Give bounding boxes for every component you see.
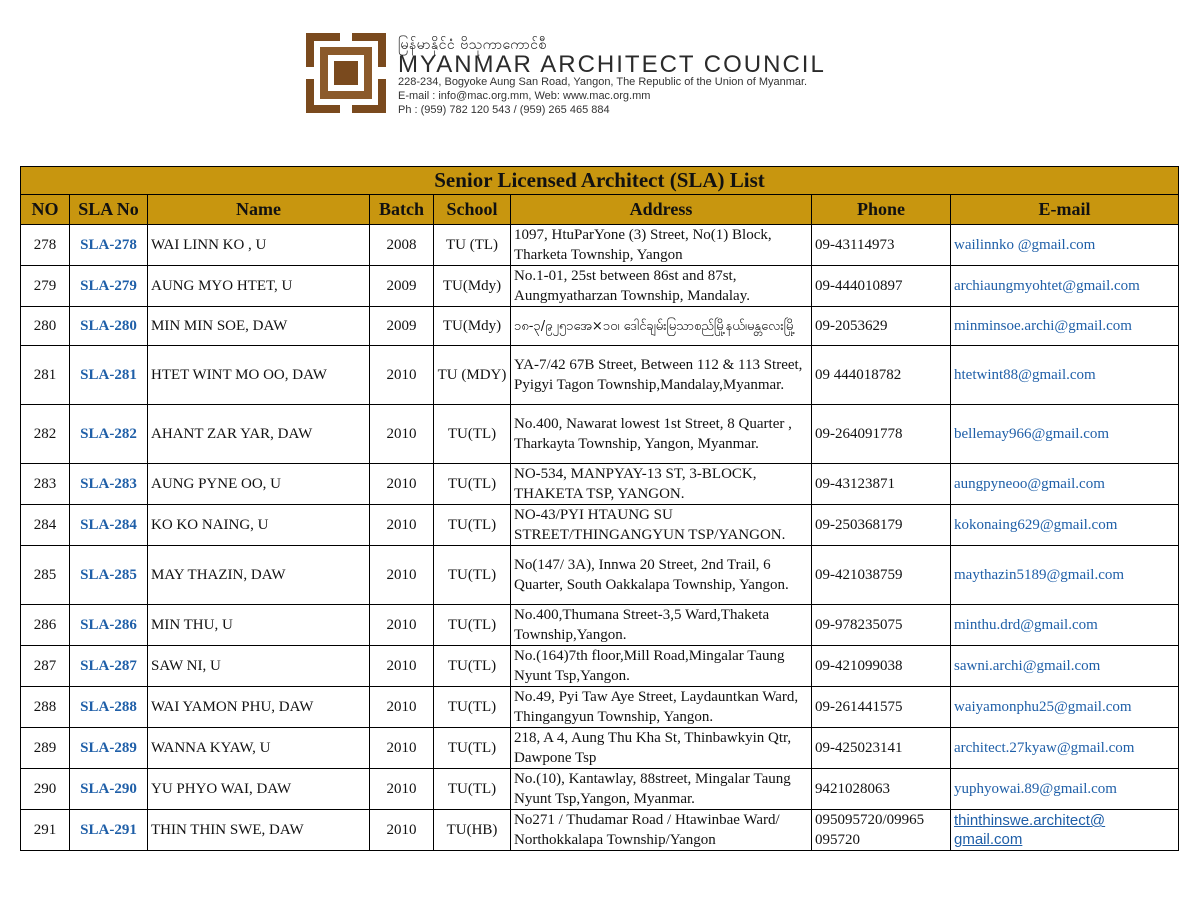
cell-no: 290 [21,769,70,810]
cell-sla-no: SLA-281 [70,346,148,405]
cell-batch: 2008 [370,225,434,266]
cell-phone: 09-43114973 [812,225,951,266]
cell-sla-no: SLA-278 [70,225,148,266]
cell-no: 282 [21,405,70,464]
cell-email[interactable]: minthu.drd@gmail.com [951,605,1179,646]
cell-phone: 09 444018782 [812,346,951,405]
cell-address: No.400,Thumana Street-3,5 Ward,Thaketa Township,Yangon. [511,605,812,646]
cell-no: 279 [21,266,70,307]
cell-sla-no: SLA-285 [70,546,148,605]
council-logo-icon [306,33,386,113]
cell-batch: 2010 [370,605,434,646]
cell-email[interactable]: architect.27kyaw@gmail.com [951,728,1179,769]
org-name: MYANMAR ARCHITECT COUNCIL [398,51,826,78]
cell-address: NO-43/PYI HTAUNG SU STREET/THINGANGYUN TSP/YANGON. [511,505,812,546]
cell-address: No.400, Nawarat lowest 1st Street, 8 Quarter , Tharkayta Township, Yangon, Myanmar. [511,405,812,464]
cell-batch: 2010 [370,687,434,728]
cell-sla-no: SLA-286 [70,605,148,646]
cell-school: TU (TL) [434,225,511,266]
cell-phone: 09-43123871 [812,464,951,505]
cell-phone: 9421028063 [812,769,951,810]
cell-school: TU(TL) [434,464,511,505]
cell-batch: 2010 [370,769,434,810]
cell-phone: 09-978235075 [812,605,951,646]
cell-email[interactable]: yuphyowai.89@gmail.com [951,769,1179,810]
cell-phone: 09-421099038 [812,646,951,687]
table-row [21,728,1179,769]
org-contact: E-mail : info@mac.org.mm, Web: www.mac.org.mm [398,90,651,102]
cell-name: AUNG PYNE OO, U [148,464,370,505]
cell-address: No.(10), Kantawlay, 88street, Mingalar Taung Nyunt Tsp,Yangon, Myanmar. [511,769,812,810]
cell-address: NO-534, MANPYAY-13 ST, 3-BLOCK, THAKETA TSP, YANGON. [511,464,812,505]
header-school: School [434,195,511,225]
cell-address: No271 / Thudamar Road / Htawinbae Ward/ Northokkalapa Township/Yangon [511,810,812,851]
cell-name: WAI YAMON PHU, DAW [148,687,370,728]
cell-no: 280 [21,307,70,346]
cell-email[interactable]: wailinnko @gmail.com [951,225,1179,266]
letterhead [306,33,906,123]
cell-email[interactable]: sawni.archi@gmail.com [951,646,1179,687]
cell-email[interactable]: minminsoe.archi@gmail.com [951,307,1179,346]
cell-name: HTET WINT MO OO, DAW [148,346,370,405]
table-row [21,646,1179,687]
cell-phone: 09-250368179 [812,505,951,546]
cell-name: THIN THIN SWE, DAW [148,810,370,851]
header-sla-no: SLA No [70,195,148,225]
cell-email-link[interactable]: thinthinswe.architect@ gmail.com [951,810,1179,851]
header-no: NO [21,195,70,225]
cell-address: 1097, HtuParYone (3) Street, No(1) Block, Tharketa Township, Yangon [511,225,812,266]
cell-batch: 2010 [370,646,434,687]
cell-sla-no: SLA-283 [70,464,148,505]
table-row [21,225,1179,266]
cell-phone: 09-444010897 [812,266,951,307]
cell-phone: 09-264091778 [812,405,951,464]
cell-batch: 2010 [370,505,434,546]
table-row [21,546,1179,605]
cell-sla-no: SLA-282 [70,405,148,464]
table-row [21,769,1179,810]
table-row [21,266,1179,307]
cell-sla-no: SLA-279 [70,266,148,307]
cell-phone: 09-421038759 [812,546,951,605]
cell-name: MAY THAZIN, DAW [148,546,370,605]
cell-no: 289 [21,728,70,769]
cell-school: TU (MDY) [434,346,511,405]
cell-batch: 2009 [370,307,434,346]
cell-school: TU(TL) [434,687,511,728]
header-email: E-mail [951,195,1179,225]
cell-name: KO KO NAING, U [148,505,370,546]
cell-school: TU(TL) [434,505,511,546]
cell-name: YU PHYO WAI, DAW [148,769,370,810]
cell-school: TU(Mdy) [434,266,511,307]
org-local-name: မြန်မာနိုင်ငံ ဗိသုကာကောင်စီ [398,37,547,53]
cell-address: No.1-01, 25st between 86st and 87st, Aungmyatharzan Township, Mandalay. [511,266,812,307]
cell-email[interactable]: kokonaing629@gmail.com [951,505,1179,546]
cell-batch: 2010 [370,546,434,605]
cell-school: TU(TL) [434,605,511,646]
cell-batch: 2010 [370,810,434,851]
cell-school: TU(TL) [434,546,511,605]
table-row [21,505,1179,546]
org-phone: Ph : (959) 782 120 543 / (959) 265 465 884 [398,104,610,116]
cell-phone: 09-261441575 [812,687,951,728]
cell-sla-no: SLA-287 [70,646,148,687]
sla-table [20,166,1179,851]
cell-sla-no: SLA-289 [70,728,148,769]
cell-batch: 2010 [370,464,434,505]
cell-batch: 2010 [370,405,434,464]
table-row [21,307,1179,346]
header-batch: Batch [370,195,434,225]
cell-email[interactable]: bellemay966@gmail.com [951,405,1179,464]
cell-sla-no: SLA-284 [70,505,148,546]
cell-school: TU(HB) [434,810,511,851]
cell-sla-no: SLA-290 [70,769,148,810]
cell-batch: 2010 [370,346,434,405]
table-row [21,605,1179,646]
cell-no: 278 [21,225,70,266]
header-phone: Phone [812,195,951,225]
cell-batch: 2009 [370,266,434,307]
cell-school: TU(TL) [434,646,511,687]
cell-no: 291 [21,810,70,851]
table-row [21,346,1179,405]
cell-school: TU(Mdy) [434,307,511,346]
cell-school: TU(TL) [434,769,511,810]
cell-name: AUNG MYO HTET, U [148,266,370,307]
cell-email[interactable]: htetwint88@gmail.com [951,346,1179,405]
cell-name: MIN THU, U [148,605,370,646]
cell-address: 218, A 4, Aung Thu Kha St, Thinbawkyin Qtr, Dawpone Tsp [511,728,812,769]
cell-address: ၁၈-၃/၉၂၅၁အေ×၁၀၊ ဒေါင်ချမ်းမြသာစည်မြို့နယ်၊မန္တလေးမြို့ [511,307,812,346]
table-row [21,687,1179,728]
cell-no: 285 [21,546,70,605]
cell-no: 287 [21,646,70,687]
cell-phone: 09-2053629 [812,307,951,346]
org-address: 228-234, Bogyoke Aung San Road, Yangon, The Republic of the Union of Myanmar. [398,76,808,88]
cell-email[interactable]: maythazin5189@gmail.com [951,546,1179,605]
header-name: Name [148,195,370,225]
cell-phone: 09-425023141 [812,728,951,769]
table-title: Senior Licensed Architect (SLA) List [21,167,1179,195]
table-row [21,464,1179,505]
cell-name: WAI LINN KO , U [148,225,370,266]
cell-email[interactable]: waiyamonphu25@gmail.com [951,687,1179,728]
cell-school: TU(TL) [434,728,511,769]
sla-table-container [20,166,1178,851]
cell-sla-no: SLA-288 [70,687,148,728]
cell-address: No(147/ 3A), Innwa 20 Street, 2nd Trail, 6 Quarter, South Oakkalapa Township, Yangon. [511,546,812,605]
cell-email[interactable]: aungpyneoo@gmail.com [951,464,1179,505]
cell-address: No.(164)7th floor,Mill Road,Mingalar Taung Nyunt Tsp,Yangon. [511,646,812,687]
cell-address: YA-7/42 67B Street, Between 112 & 113 Street, Pyigyi Tagon Township,Mandalay,Myanmar. [511,346,812,405]
cell-no: 286 [21,605,70,646]
header-address: Address [511,195,812,225]
cell-no: 281 [21,346,70,405]
cell-name: SAW NI, U [148,646,370,687]
cell-email[interactable]: archiaungmyohtet@gmail.com [951,266,1179,307]
cell-school: TU(TL) [434,405,511,464]
cell-no: 284 [21,505,70,546]
table-row [21,405,1179,464]
cell-sla-no: SLA-291 [70,810,148,851]
cell-name: AHANT ZAR YAR, DAW [148,405,370,464]
table-row [21,810,1179,851]
cell-name: WANNA KYAW, U [148,728,370,769]
cell-phone: 095095720/09965 095720 [812,810,951,851]
cell-address: No.49, Pyi Taw Aye Street, Laydauntkan Ward, Thingangyun Township, Yangon. [511,687,812,728]
cell-batch: 2010 [370,728,434,769]
cell-no: 283 [21,464,70,505]
cell-no: 288 [21,687,70,728]
cell-sla-no: SLA-280 [70,307,148,346]
cell-name: MIN MIN SOE, DAW [148,307,370,346]
